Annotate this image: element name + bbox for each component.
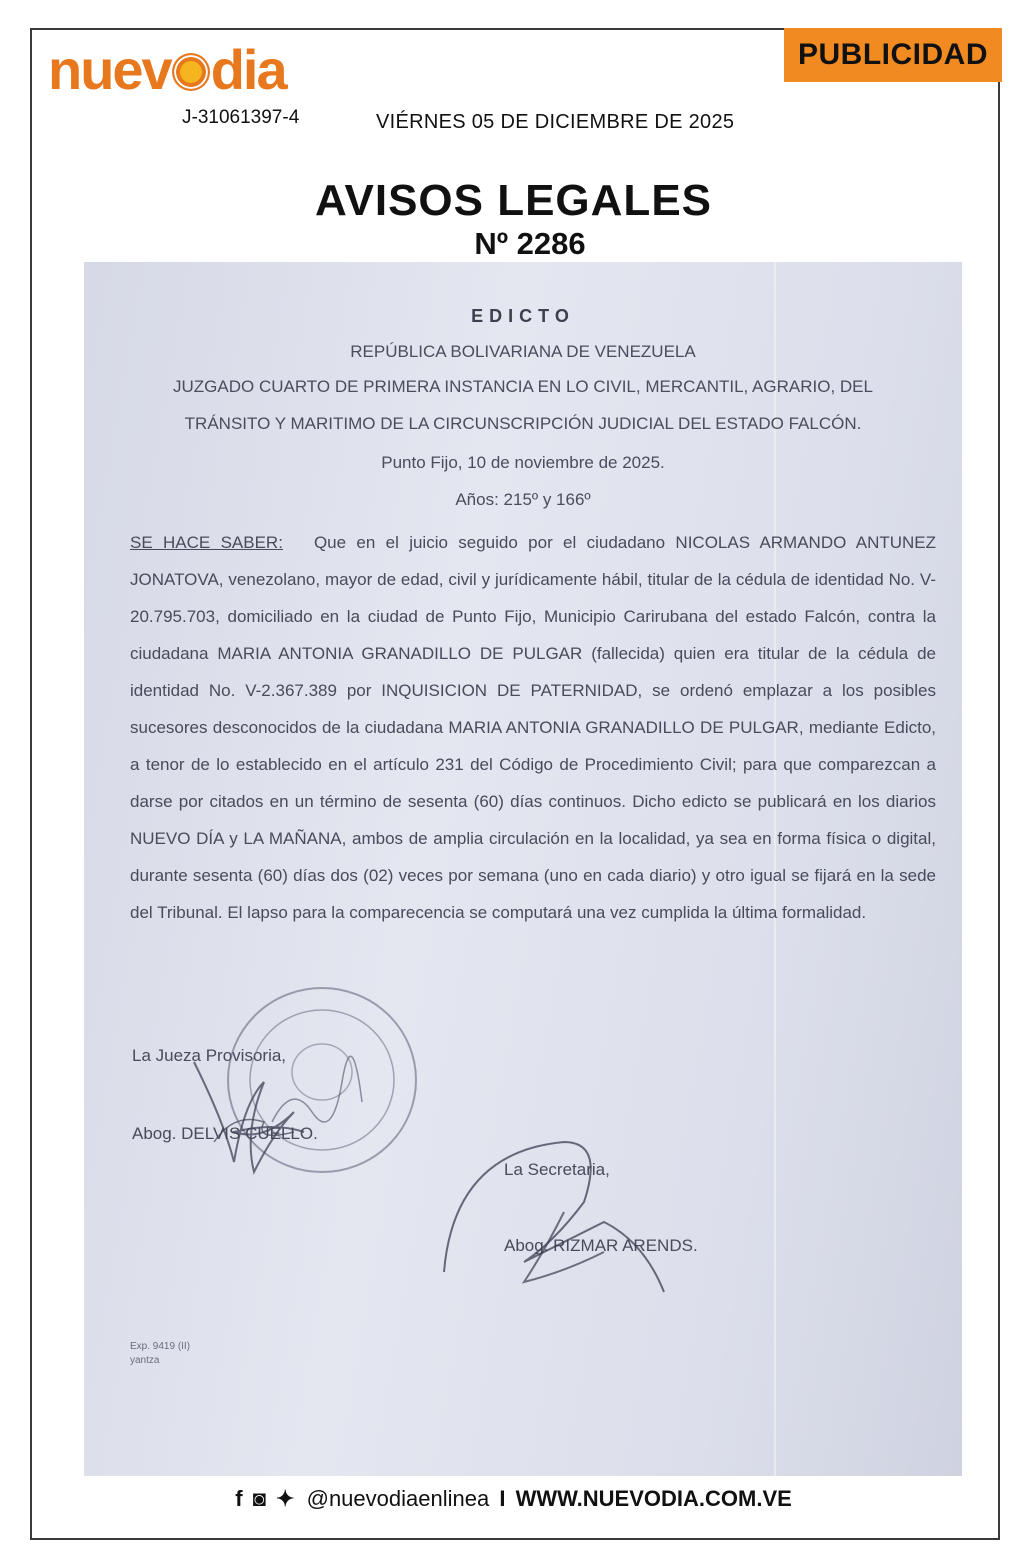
court-line-1: JUZGADO CUARTO DE PRIMERA INSTANCIA EN LO CIVIL, MERCANTIL, AGRARIO, DEL	[173, 377, 873, 396]
judge-name: Abog. DELVIS CUELLO.	[132, 1124, 318, 1143]
page-title: AVISOS LEGALES	[314, 176, 713, 225]
scanned-document	[84, 262, 962, 1476]
court-line-2: TRÁNSITO Y MARITIMO DE LA CIRCUNSCRIPCIÓN JUDICIAL DEL ESTADO FALCÓN.	[184, 414, 862, 433]
secretary-signature	[434, 1122, 694, 1302]
judge-title: La Jueza Provisoria,	[132, 1046, 287, 1065]
edicto-heading: EDICTO	[471, 306, 575, 326]
publication-date: VIÉRNES 05 DE DICIEMBRE DE 2025	[376, 111, 735, 133]
judge-signature	[174, 1022, 334, 1192]
social-handle[interactable]: @nuevodiaenlinea	[306, 1486, 490, 1511]
lead-text: SE HACE SABER:	[130, 533, 283, 552]
secretary-name: Abog. RIZMAR ARENDS.	[504, 1236, 698, 1255]
expediente-number: Exp. 9419 (II)	[130, 1341, 191, 1352]
place-date: Punto Fijo, 10 de noviembre de 2025.	[381, 453, 665, 472]
secretary-title: La Secretaria,	[504, 1160, 610, 1179]
website-link[interactable]: WWW.NUEVODIA.COM.VE	[515, 1486, 792, 1511]
file-reference	[130, 1340, 190, 1368]
footer-separator: I	[499, 1486, 506, 1511]
rif-number: J-31061397-4	[182, 107, 300, 128]
notice-number: Nº 2286	[474, 226, 586, 261]
sun-icon	[172, 53, 210, 91]
social-icons: f ◙ ✦	[235, 1486, 297, 1511]
typist-initials: yantza	[130, 1355, 160, 1366]
edicto-body	[130, 524, 936, 931]
republic-line: REPÚBLICA BOLIVARIANA DE VENEZUELA	[350, 342, 696, 361]
newspaper-logo: nuev dia	[48, 38, 286, 101]
footer	[0, 1486, 1027, 1512]
publicidad-badge: PUBLICIDAD	[784, 28, 1002, 82]
body-text: Que en el juicio seguido por el ciudadano NICOLAS ARMANDO ANTUNEZ JONATOVA, venezolano, mayor de edad, civil y jurídicamente hábil, titular de la cédula de identidad No. V-20.795.703, domiciliado en la ciudad de Punto Fijo, Municipio Carirubana del estado Falcón, contra la ciudadana MARIA ANTONIA GRANADILLO DE PULGAR (fallecida) quien era titular de la cédula de identidad No. V-2.367.389 por INQUISICION DE PATERNIDAD, se ordenó emplazar a los posibles sucesores desconocidos de la ciudadana MARIA ANTONIA GRANADILLO DE PULGAR, mediante Edicto, a tenor de lo establecido en el artículo 231 del Código de Procedimiento Civil; para que comparezcan a darse por citados en un término de sesenta (60) días continuos. Dicho edicto se publicará en los diarios NUEVO DÍA y LA MAÑANA, ambos de amplia circulación en la localidad, ya sea en forma física o digital, durante sesenta (60) días dos (02) veces por semana (uno en cada diario) y otro igual se fijará en la sede del Tribunal. El lapso para la comparecencia se computará una vez cumplida la última formalidad.	[130, 533, 937, 922]
years-line: Años: 215º y 166º	[455, 490, 591, 509]
